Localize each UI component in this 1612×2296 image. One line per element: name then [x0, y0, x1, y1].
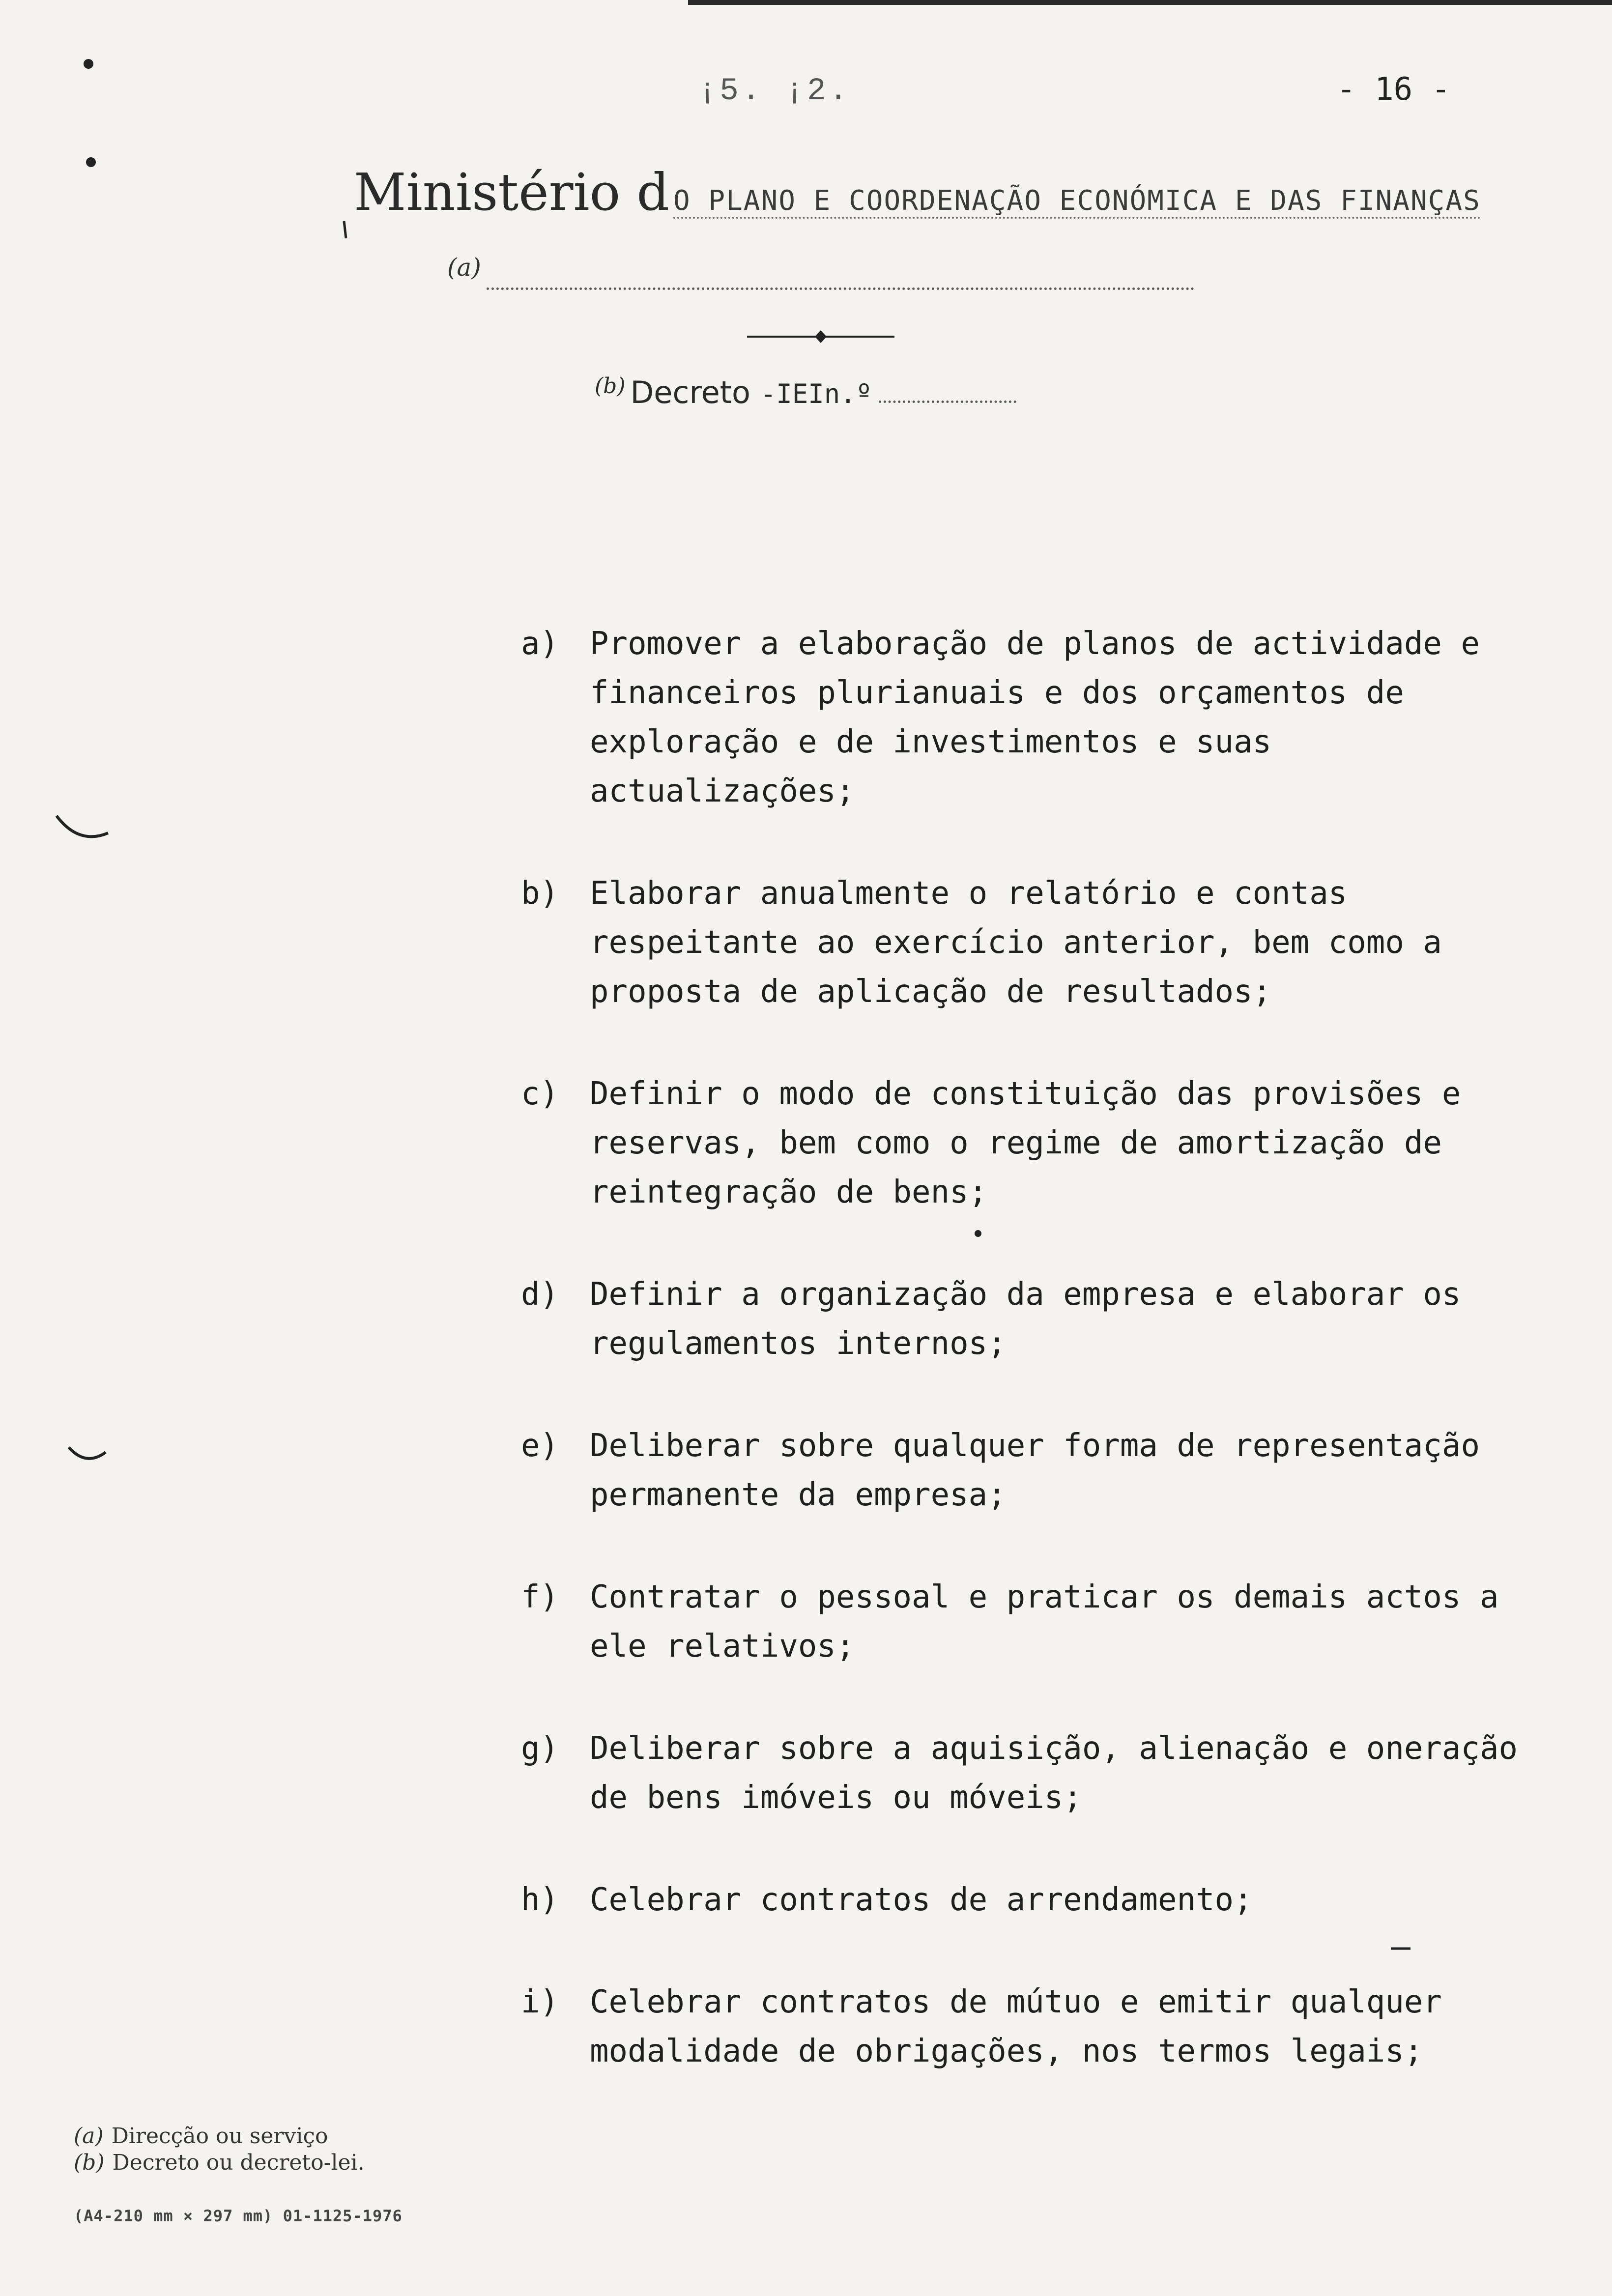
item-letter: d)	[521, 1276, 559, 1313]
decree-number: -IEIn.º	[760, 378, 872, 409]
footnote-label: (a)	[74, 2124, 104, 2149]
list-item	[521, 1421, 1533, 1520]
top-rule	[688, 0, 1612, 5]
item-letter: h)	[521, 1882, 559, 1918]
footnote-text: Direcção ou serviço	[111, 2124, 328, 2149]
ornament-divider	[747, 324, 894, 349]
decree-line	[595, 373, 1016, 410]
item-text: Elaborar anualmente o relatório e contas respeitante ao exercício anterior, bem como a proposta de aplicação de resultados;	[590, 875, 1442, 1010]
item-text: Promover a elaboração de planos de actividade e financeiros plurianuais e dos orçamentos de exploração e de investimentos e suas actualizações;	[590, 626, 1480, 809]
item-letter: a)	[521, 626, 559, 662]
item-text: Contratar o pessoal e praticar os demais actos a ele relativos;	[590, 1579, 1499, 1665]
item-letter: g)	[521, 1730, 559, 1767]
item-letter: e)	[521, 1428, 559, 1464]
item-text: Definir a organização da empresa e elaborar os regulamentos internos;	[590, 1276, 1461, 1362]
item-text: Definir o modo de constituição das provisões e reservas, bem como o regime de amortização de reintegração de bens;	[590, 1076, 1461, 1210]
item-letter: b)	[521, 875, 559, 912]
item-text: Celebrar contratos de arrendamento;	[590, 1882, 1253, 1918]
footnote	[74, 2150, 365, 2176]
item-letter: f)	[521, 1579, 559, 1615]
footnote-label: (b)	[74, 2150, 105, 2175]
footnotes	[74, 2123, 365, 2176]
list-item	[521, 1069, 1533, 1217]
decree-footnote-ref: (b)	[595, 373, 626, 399]
decree-label: Decreto	[630, 374, 750, 410]
line-a-blank	[487, 287, 1194, 290]
list-item	[521, 619, 1533, 816]
stamp-mark: ¡5. ¡2.	[698, 74, 851, 109]
ministry-prefix: Ministério d	[354, 162, 669, 222]
form-code: (A4-210 mm × 297 mm) 01-1125-1976	[74, 2207, 403, 2225]
item-letter: c)	[521, 1076, 559, 1112]
list-item	[521, 1724, 1533, 1822]
ministry-heading	[354, 162, 1481, 222]
list-item	[521, 1573, 1533, 1671]
item-text: Celebrar contratos de mútuo e emitir qualquer modalidade de obrigações, nos termos legais;	[590, 1984, 1442, 2069]
item-text: Deliberar sobre qualquer forma de representação permanente da empresa;	[590, 1428, 1480, 1513]
footnote	[74, 2123, 365, 2150]
list-item	[521, 1270, 1533, 1368]
decree-number-blank	[879, 401, 1016, 403]
footnote-text: Decreto ou decreto-lei.	[112, 2150, 365, 2175]
list-item	[521, 869, 1533, 1016]
item-letter: i)	[521, 1984, 559, 2020]
list-item	[521, 1875, 1533, 1924]
ministry-name: O PLANO E COORDENAÇÃO ECONÓMICA E DAS FINANÇAS	[673, 185, 1481, 219]
powers-list	[521, 619, 1533, 2129]
item-text: Deliberar sobre a aquisição, alienação e oneração de bens imóveis ou móveis;	[590, 1730, 1518, 1816]
list-item	[521, 1978, 1533, 2076]
line-a-label: (a)	[447, 253, 481, 282]
page-number: - 16 -	[1337, 71, 1451, 108]
